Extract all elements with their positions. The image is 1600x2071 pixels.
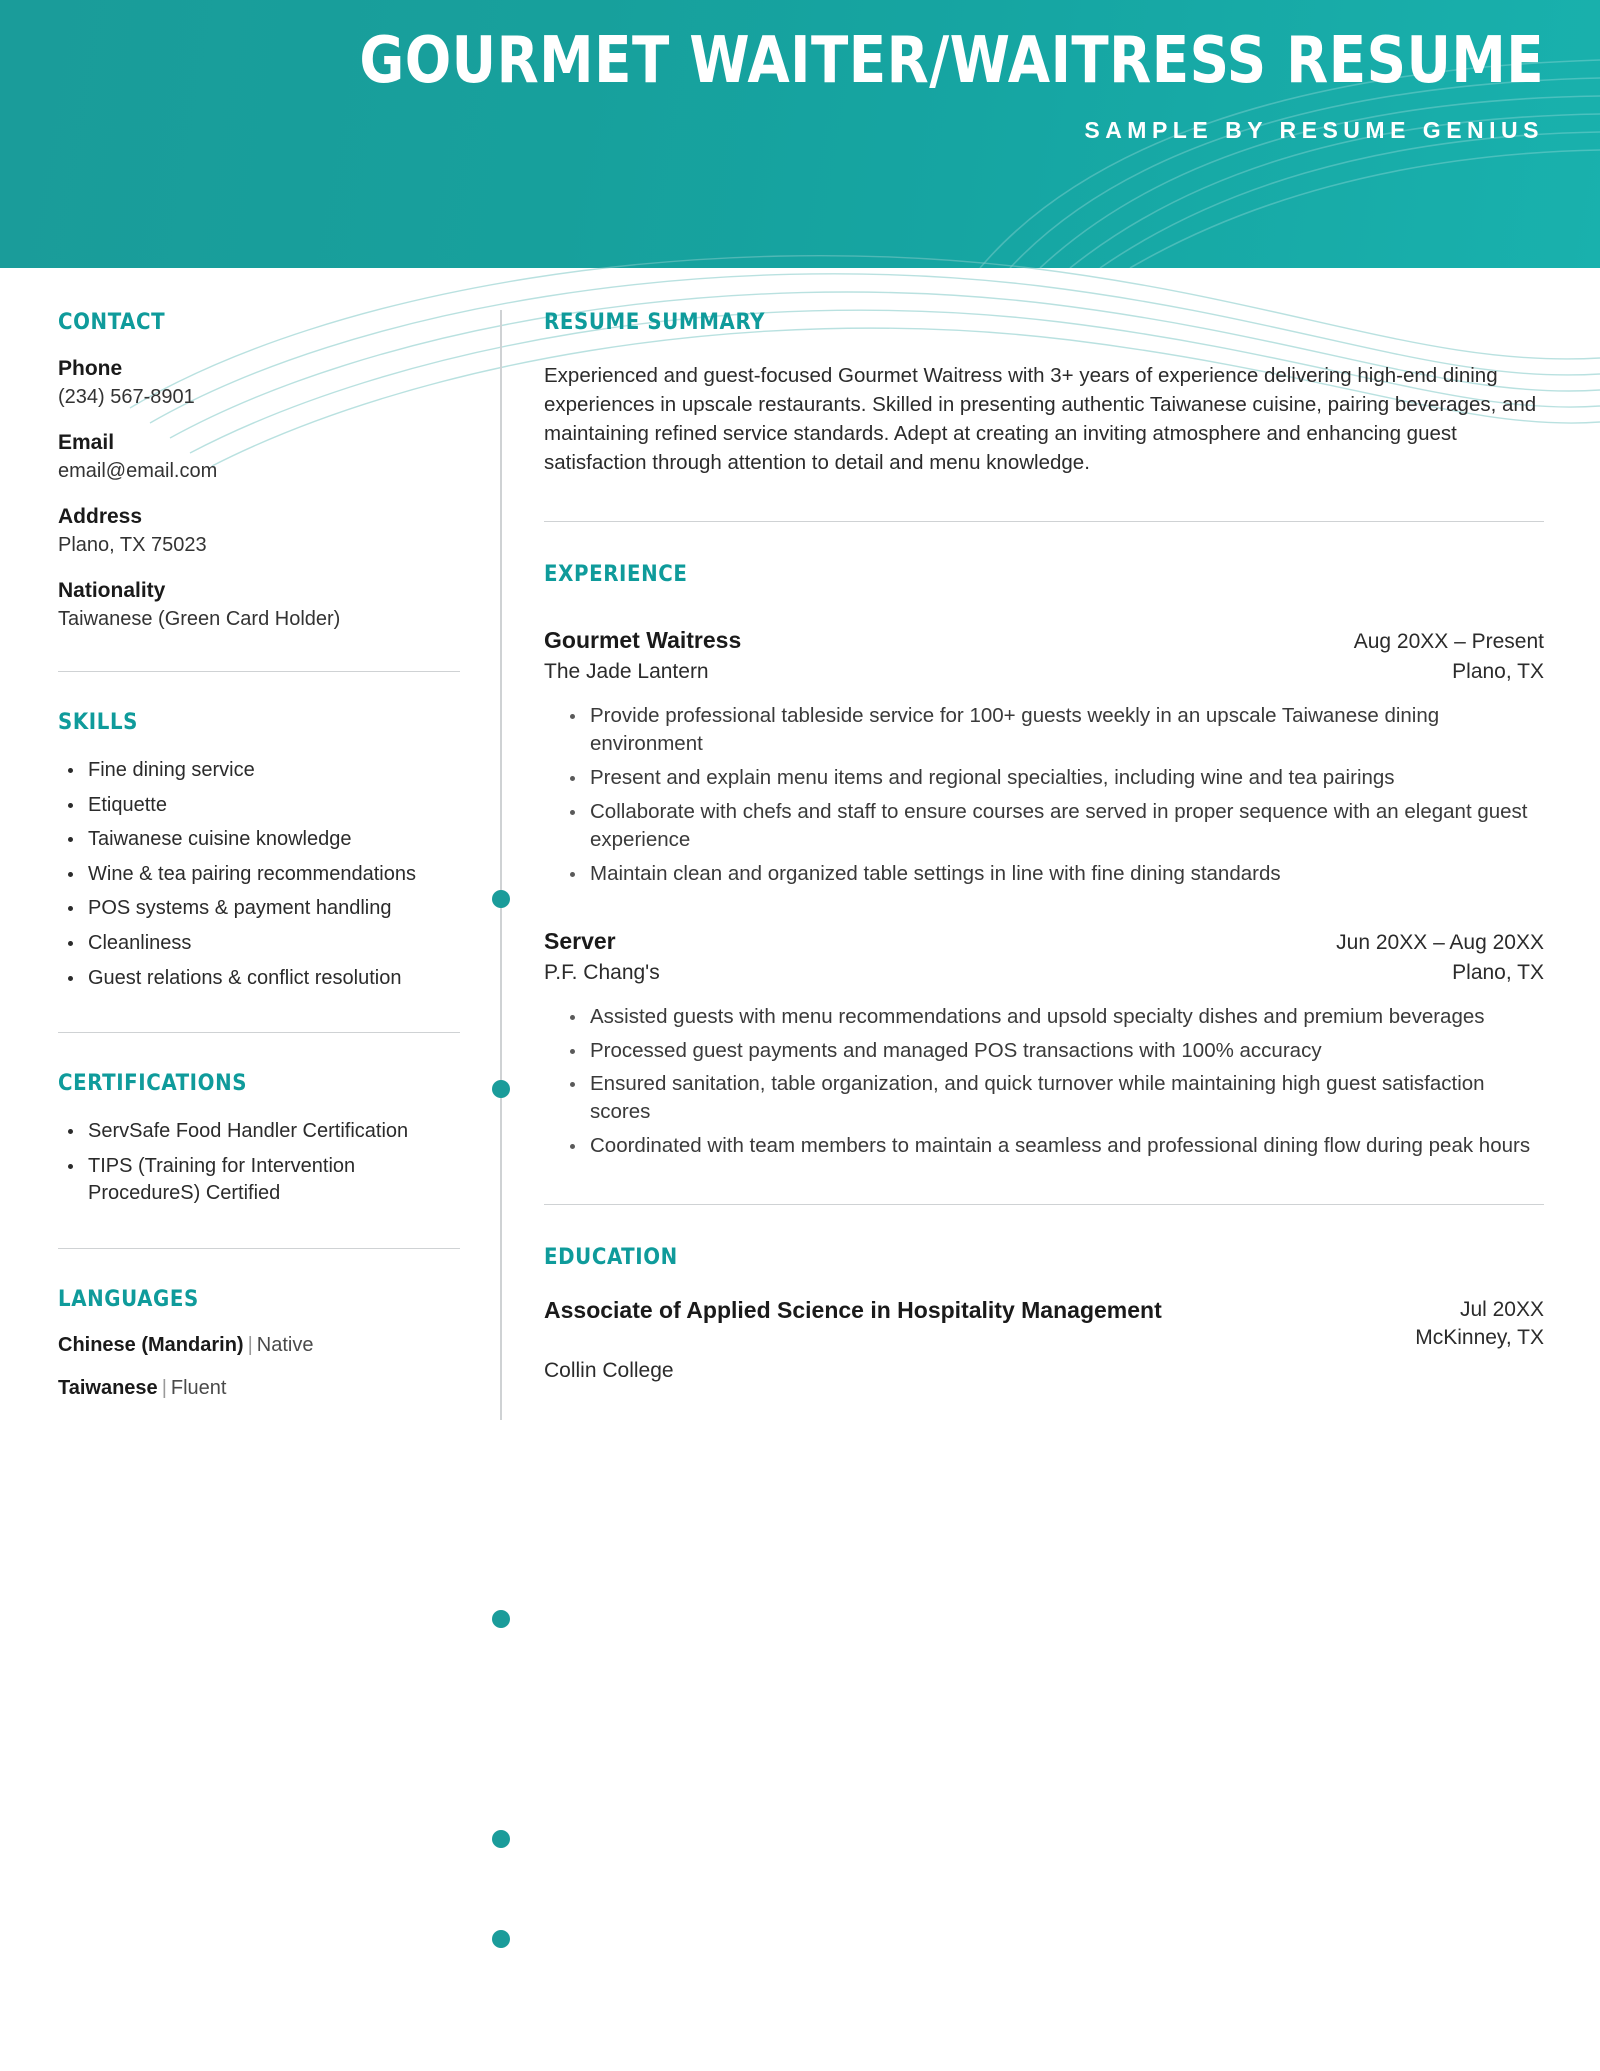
list-item: Taiwanese cuisine knowledge <box>58 826 460 854</box>
contact-value-phone: (234) 567-8901 <box>58 386 195 408</box>
education-entry <box>544 1296 1544 1383</box>
list-item: Processed guest payments and managed POS transactions with 100% accuracy <box>544 1037 1544 1065</box>
list-item: TIPS (Training for Intervention ProcedureS) Certified <box>58 1153 460 1208</box>
list-item: Coordinated with team members to maintain a seamless and professional dining flow during peak hours <box>544 1132 1544 1160</box>
contact-label-nationality: Nationality <box>58 579 166 602</box>
section-rule-2 <box>544 1204 1544 1205</box>
contact-label-phone: Phone <box>58 357 123 380</box>
list-item: Etiquette <box>58 792 460 820</box>
contact-value-nationality: Taiwanese (Green Card Holder) <box>58 608 341 630</box>
language-name: Taiwanese <box>58 1376 158 1399</box>
resume-body <box>0 268 1600 1420</box>
education-heading: EDUCATION <box>544 1245 678 1271</box>
timeline-dot <box>492 1830 510 1848</box>
education-degree: Associate of Applied Science in Hospitality Management <box>544 1297 1162 1324</box>
section-rule-1 <box>544 521 1544 522</box>
contact-value-address: Plano, TX 75023 <box>58 534 207 556</box>
resume-header <box>0 0 1600 268</box>
experience-entry <box>544 928 1544 1160</box>
timeline-dot <box>492 1610 510 1628</box>
list-item: POS systems & payment handling <box>58 895 460 923</box>
contact-heading: CONTACT <box>58 310 166 335</box>
skills-heading: SKILLS <box>58 710 139 735</box>
language-level: Native <box>256 1333 314 1356</box>
list-item: Wine & tea pairing recommendations <box>58 861 460 889</box>
job-subheader <box>544 961 1544 985</box>
job-header <box>544 928 1544 955</box>
timeline-dot <box>492 1930 510 1948</box>
language-item <box>58 1377 460 1400</box>
list-item: Ensured sanitation, table organization, and quick turnover while maintaining high guest satisfaction scores <box>544 1070 1544 1126</box>
contact-label-address: Address <box>58 505 143 528</box>
experience-heading: EXPERIENCE <box>544 562 688 588</box>
job-subheader <box>544 660 1544 684</box>
list-item: Collaborate with chefs and staff to ensure courses are served in proper sequence with an elegant guest experience <box>544 798 1544 854</box>
main-content <box>502 268 1600 1420</box>
sidebar-divider-2 <box>58 1032 460 1033</box>
job-title: Server <box>544 927 616 954</box>
education-school: Collin College <box>544 1358 674 1382</box>
language-separator: | <box>247 1333 253 1356</box>
contact-label-email: Email <box>58 431 115 454</box>
language-item <box>58 1334 460 1357</box>
education-location: McKinney, TX <box>1415 1326 1544 1350</box>
skills-list <box>58 757 460 992</box>
job-location: Plano, TX <box>1452 960 1544 984</box>
list-item: Present and explain menu items and regional specialties, including wine and tea pairings <box>544 764 1544 792</box>
education-date: Jul 20XX <box>1459 1298 1544 1322</box>
job-date: Aug 20XX – Present <box>1353 630 1544 654</box>
summary-text: Experienced and guest-focused Gourmet Waitress with 3+ years of experience delivering high-end dining experiences in upscale restaurants. Skilled in presenting authentic Taiwanese cuisine, pairing beverages, and maintaining refined service standards. Adept at creating an inviting atmosphere and enhancing guest satisfaction through attention to detail and menu knowledge. <box>544 364 1537 475</box>
education-header <box>544 1296 1544 1353</box>
list-item: Assisted guests with menu recommendations and upsold specialty dishes and premium beverages <box>544 1003 1544 1031</box>
contact-value-email[interactable]: email@email.com <box>58 460 218 482</box>
language-name: Chinese (Mandarin) <box>58 1333 244 1356</box>
job-company: The Jade Lantern <box>544 660 709 684</box>
job-header <box>544 627 1544 654</box>
language-level: Fluent <box>170 1376 227 1399</box>
education-meta <box>1415 1296 1544 1353</box>
list-item: ServSafe Food Handler Certification <box>58 1118 460 1146</box>
job-date: Jun 20XX – Aug 20XX <box>1336 930 1544 954</box>
sidebar-divider-1 <box>58 671 460 672</box>
job-bullets <box>544 1003 1544 1160</box>
page-title: GOURMET WAITER/WAITRESS RESUME <box>359 24 1544 98</box>
language-separator: | <box>161 1376 167 1399</box>
list-item: Guest relations & conflict resolution <box>58 965 460 993</box>
job-company: P.F. Chang's <box>544 960 660 984</box>
job-bullets <box>544 702 1544 887</box>
list-item: Cleanliness <box>58 930 460 958</box>
page-subtitle: SAMPLE BY RESUME GENIUS <box>1084 117 1544 144</box>
certifications-heading: CERTIFICATIONS <box>58 1071 248 1097</box>
languages-heading: LANGUAGES <box>58 1286 199 1312</box>
job-title: Gourmet Waitress <box>544 627 742 654</box>
list-item: Provide professional tableside service for 100+ guests weekly in an upscale Taiwanese dining environment <box>544 702 1544 758</box>
sidebar <box>0 268 500 1420</box>
list-item: Fine dining service <box>58 757 460 785</box>
experience-entry <box>544 627 1544 887</box>
certifications-list <box>58 1118 460 1208</box>
sidebar-divider-3 <box>58 1248 460 1249</box>
job-location: Plano, TX <box>1452 660 1544 684</box>
summary-heading: RESUME SUMMARY <box>544 310 766 335</box>
list-item: Maintain clean and organized table settings in line with fine dining standards <box>544 860 1544 888</box>
